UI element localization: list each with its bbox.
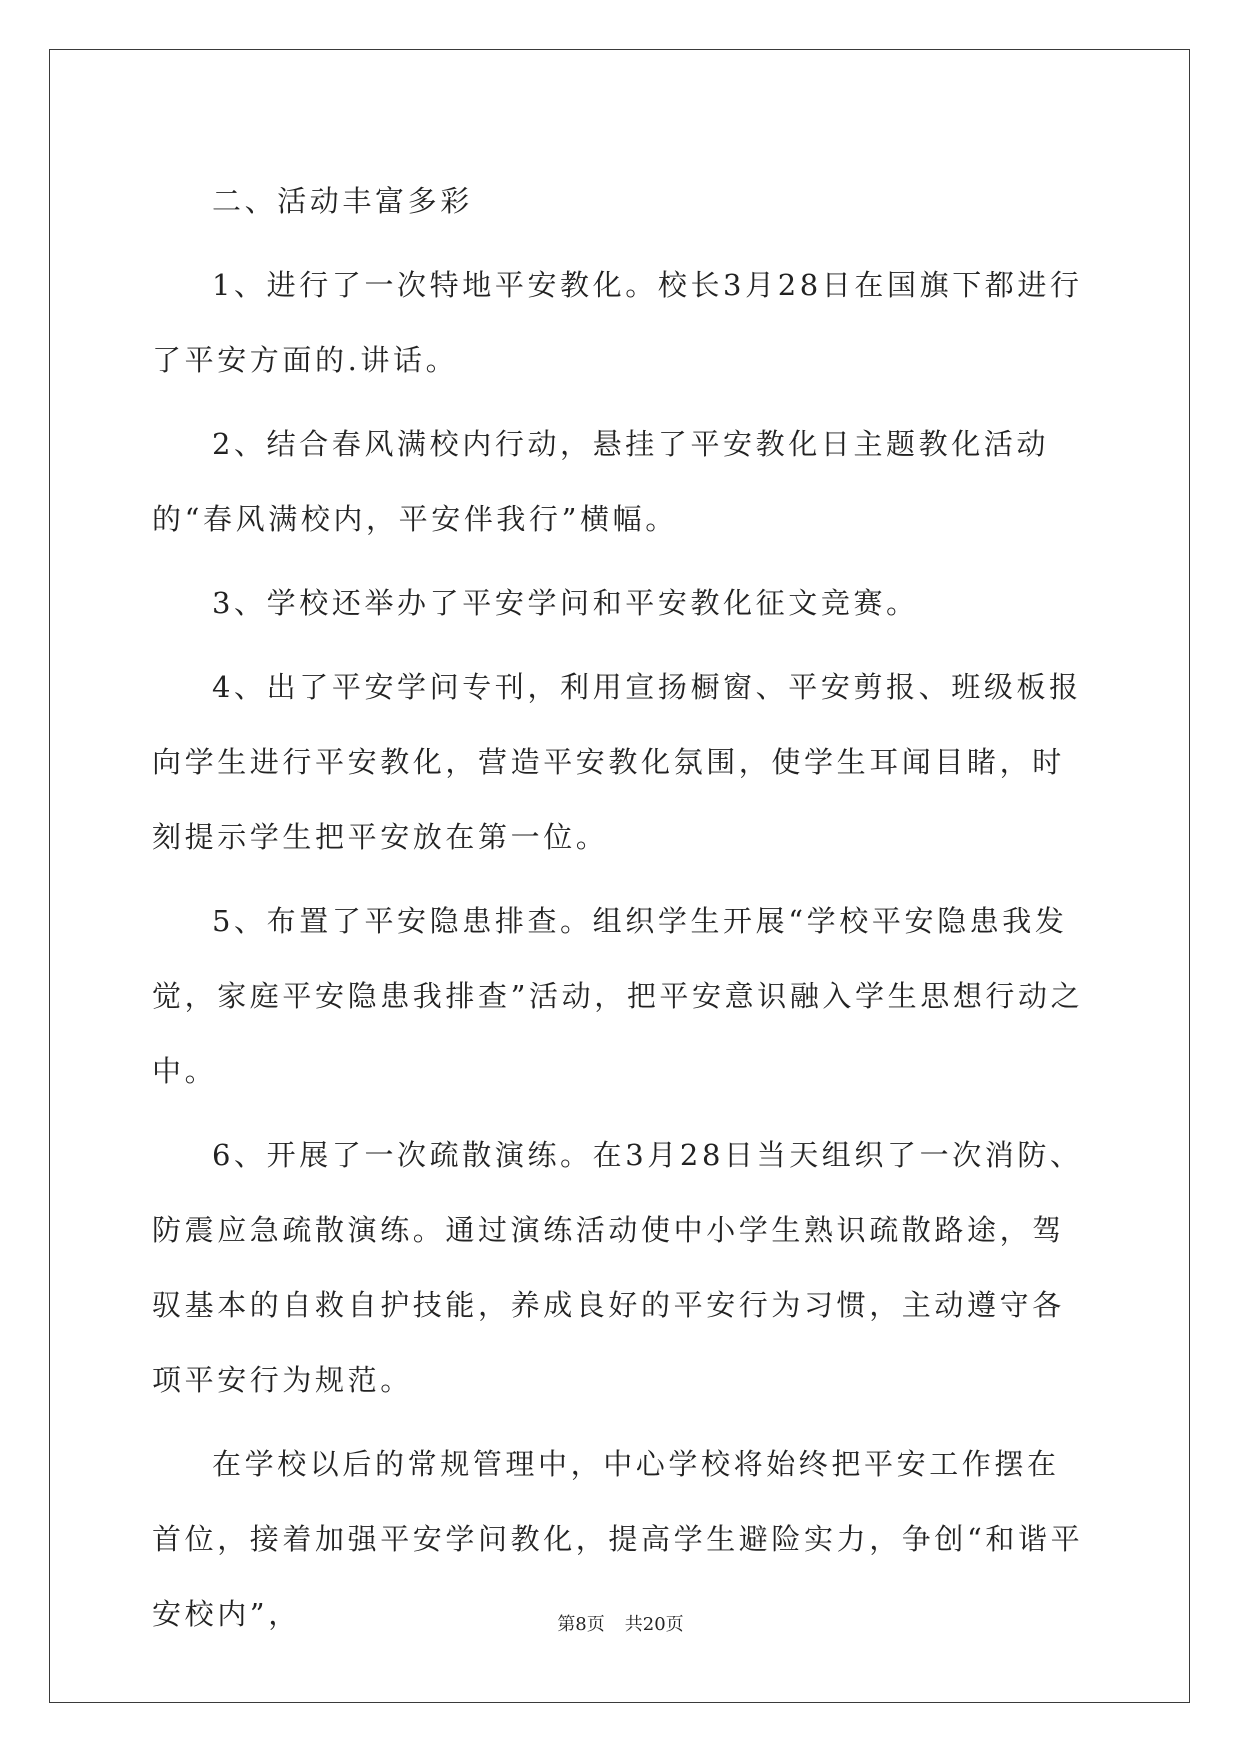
paragraph-item-2: 2、结合春风满校内行动，悬挂了平安教化日主题教化活动的“春风满校内，平安伴我行”横幅。 <box>152 427 1050 536</box>
paragraph-item-4: 4、出了平安学问专刊，利用宣扬橱窗、平安剪报、班级板报向学生进行平安教化，营造平安教化氛围，使学生耳闻目睹，时刻提示学生把平安放在第一位。 <box>152 670 1082 854</box>
page-total: 共20页 <box>624 1614 684 1635</box>
page-footer <box>0 1610 1241 1636</box>
page-number: 第8页 <box>557 1614 605 1635</box>
paragraph-item-6: 6、开展了一次疏散演练。在3月28日当天组织了一次消防、防震应急疏散演练。通过演练活动使中小学生熟识疏散路途，驾驭基本的自救自护技能，养成良好的平安行为习惯，主动遵守各项平安行为规范。 <box>152 1138 1083 1397</box>
paragraph-item-5: 5、布置了平安隐患排查。组织学生开展“学校平安隐患我发觉，家庭平安隐患我排查”活动，把平安意识融入学生思想行动之中。 <box>152 904 1084 1088</box>
document-body <box>152 164 1092 1652</box>
section-heading: 二、活动丰富多彩 <box>212 184 473 218</box>
paragraph-conclusion: 在学校以后的常规管理中，中心学校将始终把平安工作摆在首位，接着加强平安学问教化，提高学生避险实力，争创“和谐平安校内”， <box>152 1447 1084 1631</box>
paragraph-item-1: 1、进行了一次特地平安教化。校长3月28日在国旗下都进行了平安方面的.讲话。 <box>152 268 1083 377</box>
paragraph-item-3: 3、学校还举办了平安学问和平安教化征文竞赛。 <box>212 586 919 620</box>
